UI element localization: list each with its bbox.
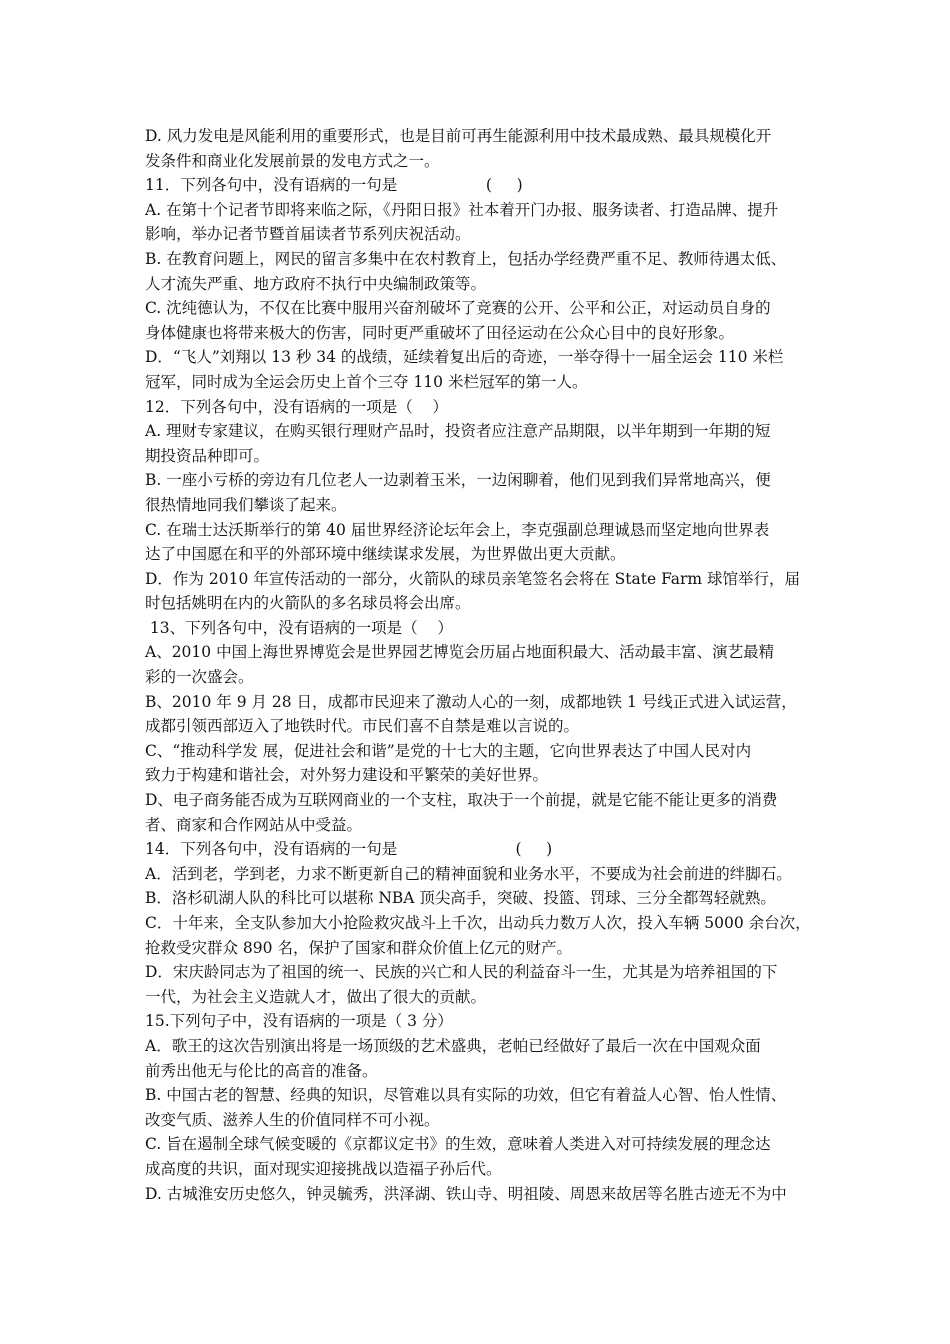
text-line: 达了中国愿在和平的外部环境中继续谋求发展，为世界做出更大贡献。 [145, 545, 626, 564]
document-body [145, 124, 815, 1206]
text-line: B. 在教育问题上，网民的留言多集中在农村教育上，包括办学经费严重不足、教师待遇太低、 [145, 249, 787, 268]
text-line: 抢救受灾群众 890 名，保护了国家和群众价值上亿元的财产。 [145, 938, 572, 957]
text-line: 者、商家和合作网站从中受益。 [145, 815, 363, 834]
text-line: D．“飞人”刘翔以 13 秒 34 的战绩，延续着复出后的奇迹，一举夺得十一届全运会 110 米栏 [145, 348, 784, 367]
text-line: B. 中国古老的智慧、经典的知识，尽管难以具有实际的功效，但它有着益人心智、怡人性情、 [145, 1086, 787, 1105]
text-line: 成都引领西部迈入了地铁时代。市民们喜不自禁是难以言说的。 [145, 717, 580, 736]
text-line: C、“推动科学发 展，促进社会和谐”是党的十七大的主题，它向世界表达了中国人民对内 [145, 741, 752, 760]
text-line: 人才流失严重、地方政府不执行中央编制政策等。 [145, 274, 487, 293]
text-line: C. 沈纯德认为，不仅在比赛中服用兴奋剂破坏了竞赛的公开、公平和公正，对运动员自身的 [145, 299, 771, 318]
text-line: A. 理财专家建议，在购买银行理财产品时，投资者应注意产品期限，以半年期到一年期的短 [145, 422, 771, 441]
text-line: 发条件和商业化发展前景的发电方式之一。 [145, 151, 440, 170]
text-line: D、电子商务能否成为互联网商业的一个支柱，取决于一个前提，就是它能不能让更多的消费 [145, 791, 778, 810]
text-line: 期投资品种即可。 [145, 446, 270, 465]
text-line: D. 古城淮安历史悠久，钟灵毓秀，洪泽湖、铁山寺、明祖陵、周恩来故居等名胜古迹无不为中 [145, 1184, 787, 1203]
text-line: 时包括姚明在内的火箭队的多名球员将会出席。 [145, 594, 471, 613]
text-line: B．洛杉矶湖人队的科比可以堪称 NBA 顶尖高手，突破、投篮、罚球、三分全都驾轻就熟。 [145, 889, 776, 908]
text-line: 彩的一次盛会。 [145, 668, 254, 687]
text-line: C. 旨在遏制全球气候变暖的《京都议定书》的生效，意味着人类进入对可持续发展的理念达 [145, 1135, 771, 1154]
text-line: C. 在瑞士达沃斯举行的第 40 届世界经济论坛年会上，李克强副总理诚恳而坚定地向世界表 [145, 520, 770, 539]
text-line: 改变气质、滋养人生的价值同样不可小视。 [145, 1110, 440, 1129]
text-line: 身体健康也将带来极大的伤害，同时更严重破坏了田径运动在公众心目中的良好形象。 [145, 323, 735, 342]
text-line: D．作为 2010 年宣传活动的一部分，火箭队的球员亲笔签名会将在 State Farm 球馆举行，届 [145, 569, 801, 588]
text-line: D．宋庆龄同志为了祖国的统一、民族的兴亡和人民的利益奋斗一生，尤其是为培养祖国的下 [145, 963, 778, 982]
text-line: 冠军，同时成为全运会历史上首个三夺 110 米栏冠军的第一人。 [145, 372, 588, 391]
question-11-stem: 11．下列各句中，没有语病的一句是 ( ) [145, 176, 523, 195]
text-line: A. 在第十个记者节即将来临之际，《丹阳日报》社本着开门办报、服务读者、打造品牌、提升 [145, 200, 779, 219]
text-line: B、2010 年 9 月 28 日，成都市民迎来了激动人心的一刻，成都地铁 1 号线正式进入试运营， [145, 692, 797, 711]
text-line: 一代，为社会主义造就人才，做出了很大的贡献。 [145, 987, 487, 1006]
text-line: 致力于构建和谐社会，对外努力建设和平繁荣的美好世界。 [145, 766, 549, 785]
question-15-stem: 15.下列句子中，没有语病的一项是（ 3 分） [145, 1012, 453, 1031]
text-line: D. 风力发电是风能利用的重要形式，也是目前可再生能源利用中技术最成熟、最具规模化开 [145, 127, 772, 145]
question-14-stem: 14．下列各句中，没有语病的一句是 ( ) [145, 840, 553, 859]
text-line: 影响，举办记者节暨首届读者节系列庆祝活动。 [145, 225, 471, 244]
text-line: A、2010 中国上海世界博览会是世界园艺博览会历届占地面积最大、活动最丰富、演艺最精 [145, 643, 775, 662]
text-line: C．十年来，全支队参加大小抢险救灾战斗上千次，出动兵力数万人次，投入车辆 5000 余台次， [145, 914, 811, 932]
text-line: A．歌王的这次告别演出将是一场顶级的艺术盛典，老帕已经做好了最后一次在中国观众面 [145, 1036, 761, 1055]
question-13-stem: 13、下列各句中，没有语病的一项是（ ） [145, 618, 453, 637]
text-line: A．活到老，学到老，力求不断更新自己的精神面貌和业务水平，不要成为社会前进的绊脚石。 [145, 864, 792, 883]
text-line: 前秀出他无与伦比的高音的准备。 [145, 1061, 378, 1080]
text-line: B. 一座小亏桥的旁边有几位老人一边剥着玉米，一边闲聊着，他们见到我们异常地高兴，便 [145, 471, 771, 490]
text-line: 很热情地同我们攀谈了起来。 [145, 495, 347, 514]
question-12-stem: 12．下列各句中，没有语病的一项是（ ） [145, 397, 448, 416]
text-line: 成高度的共识，面对现实迎接挑战以造福子孙后代。 [145, 1159, 502, 1178]
